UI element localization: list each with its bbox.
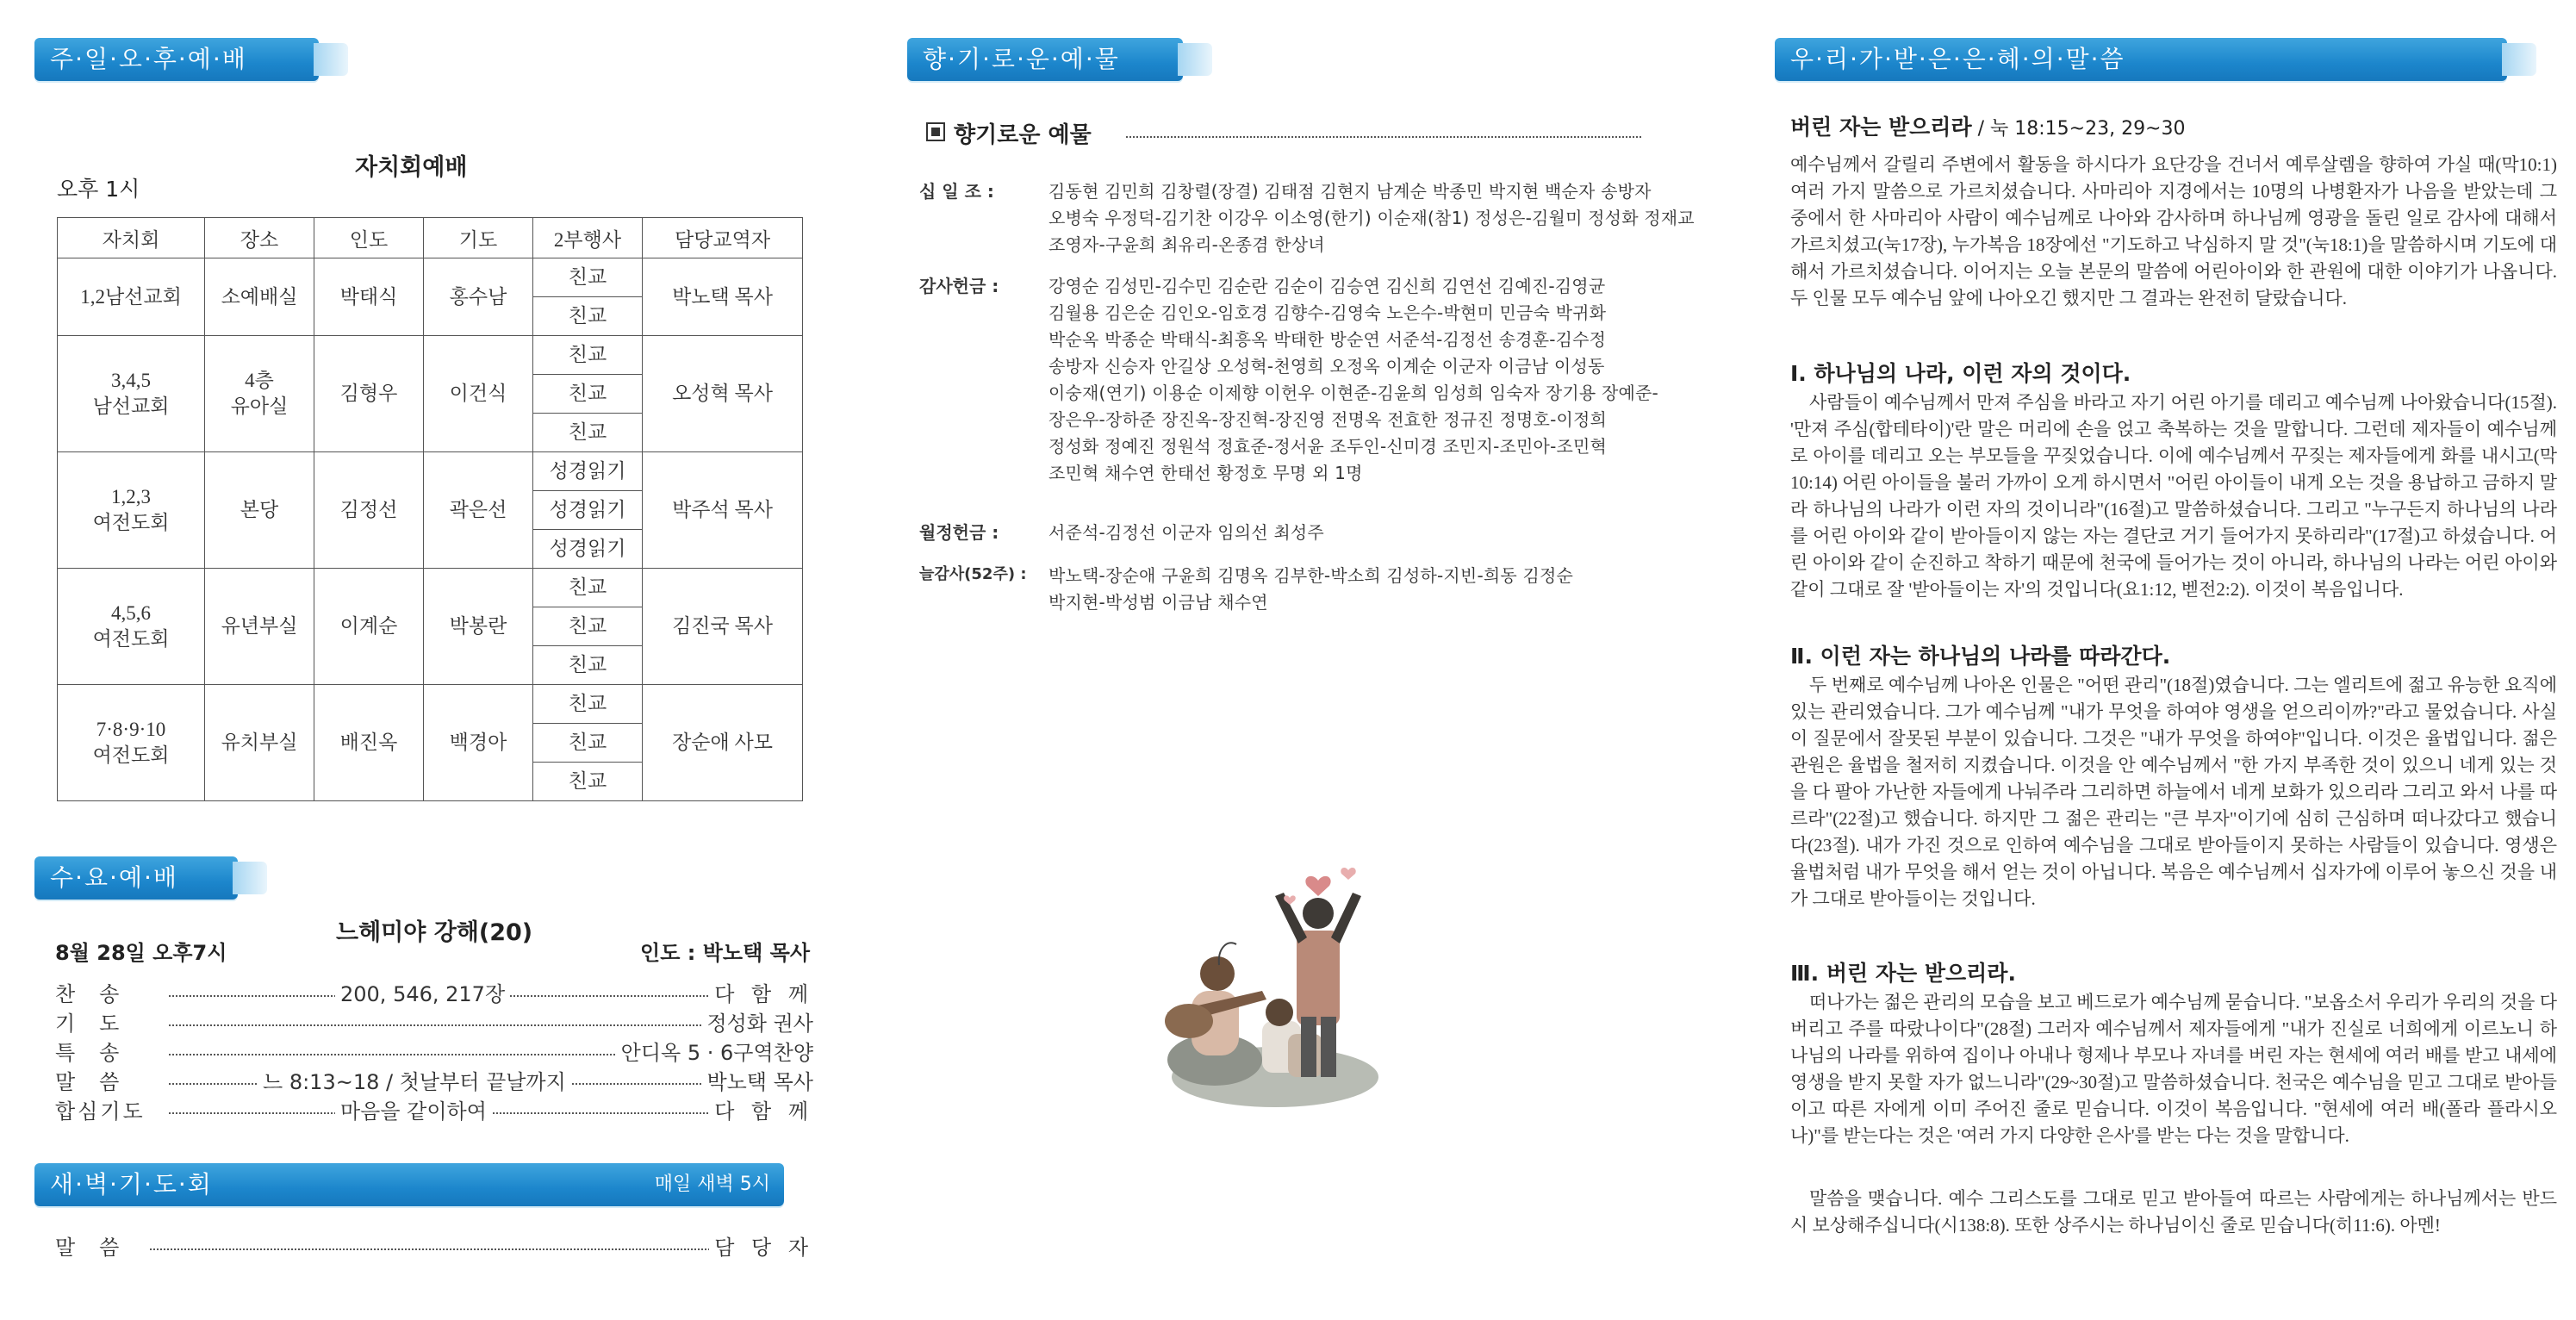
offering-names-line: 박노택-장순애 구윤희 김명옥 김부한-박소희 김성하-지빈-희동 김정순: [1048, 565, 1574, 586]
group-name-line: 4,5,6: [111, 602, 151, 624]
event-cell: 친교: [533, 607, 643, 646]
offering-names-line: 김월용 김은순 김인오-임호경 김향수-김영숙 노은수-박현미 민금숙 박귀화: [1048, 302, 1607, 323]
event-cell: 친교: [533, 763, 643, 801]
group-name-line: 1,2남선교회: [80, 285, 182, 308]
group-name-line: 1,2,3: [111, 486, 151, 507]
place-cell: [205, 569, 314, 685]
event-cell: 친교: [533, 297, 643, 336]
header-pastor: 담당교역자: [643, 218, 803, 258]
sermon-intro: 예수님께서 갈릴리 주변에서 활동을 하시다가 요단강을 건너서 예루살렘을 향하여 가실 때(막10:1) 여러 가지 말씀으로 가르치셨습니다. 사마리아 지경에서는 10명의 나병환자가 나음을 받았는데 그 중에서 한 사마리아 사람이 예수님께로 나아와 감사하며 하나님께 영광을 돌린 일로 감사에 대해서 가르치셨고(눅17장), 누가복음 18장에선 "기도하고 낙심하지 말 것"(눅18:1)을 말씀하시며 기도에 대해서 가르치셨습니다. 이어지는 오늘 본문의 말씀에 어린아이와 한 관원에 대한 이야기가 나옵니다. 두 인물 모두 예수님 앞에 나아오긴 했지만 그 결과는 완전히 달랐습니다.: [1790, 154, 2557, 308]
schedule-table: [57, 217, 803, 801]
offerings-heading: 향기로운 예물: [954, 122, 1092, 148]
event-cell: 친교: [533, 336, 643, 375]
prayer-cell: 백경아: [424, 685, 533, 801]
place-cell: [205, 452, 314, 569]
event-cell: 친교: [533, 258, 643, 297]
header-leader: 인도: [314, 218, 424, 258]
order-label: 합심기도: [55, 1099, 146, 1124]
offering-category: 월정헌금 :: [919, 522, 999, 543]
table-row: [58, 258, 803, 297]
section-band-sermon: [1775, 38, 2507, 81]
column-offerings: [900, 0, 1695, 1320]
group-name-cell: [58, 258, 205, 336]
offering-names-line: 송방자 신승자 안길상 오성혁-천영희 오정옥 이계순 이군자 이금남 이성동: [1048, 356, 1605, 377]
order-person: 다 함 께: [709, 1094, 813, 1124]
header-group: 자치회: [58, 218, 205, 258]
band-tail: [2502, 43, 2536, 76]
place-line: 소예배실: [221, 285, 298, 308]
sermon-title-main: 버린 자는 받으리라: [1790, 115, 1972, 140]
order-label: 말씀: [55, 1070, 144, 1094]
place-line: 본당: [240, 499, 279, 520]
table-row: [58, 452, 803, 491]
section-band-sunday: [34, 38, 319, 81]
dawn-row: [55, 1230, 813, 1265]
prayer-cell: 곽은선: [424, 452, 533, 569]
offering-names-line: 박지현-박성범 이금남 채수연: [1048, 592, 1268, 613]
sermon-reference: / 눅 18:15~23, 29~30: [1971, 118, 2186, 140]
sermon-paragraph-3: 떠나가는 젊은 관리의 모습을 보고 베드로가 예수님께 묻습니다. "보옵소서 우리가 우리의 것을 다 버리고 주를 따랐나이다"(28절) 그러자 예수님께서 제자들에게 "내가 진실로 너희에게 이르노니 하나님의 나라를 위하여 집이나 아내나 형제나 부모나 자녀를 버린 자는 현세에 여러 배를 받고 내세에 영생을 받지 못할 자가 없느니라"(29~30절)고 말씀하셨습니다. 천국은 예수님을 믿고 그대로 받아들이고 따른 자에게 이미 주어진 줄로 믿습니다. 이것이 복음입니다. "현세에 여러 배(폴라 플라시오나)"를 받는다는 것은 '여러 가지 다양한 은사'를 받는 다는 것을 말합니다.: [1790, 992, 2557, 1146]
section-title-dawn: 새·벽·기·도·회: [50, 1170, 213, 1199]
place-line: 유치부실: [221, 732, 298, 753]
leader-cell: 박태식: [314, 258, 424, 336]
band-tail: [314, 43, 348, 76]
event-cell: 친교: [533, 414, 643, 452]
place-line: 유년부실: [221, 615, 298, 637]
offering-category: 십 일 조 :: [919, 181, 994, 202]
section-band-wednesday: [34, 856, 238, 900]
header-place: 장소: [205, 218, 314, 258]
leader-cell: 김형우: [314, 336, 424, 452]
prayer-cell: 이건식: [424, 336, 533, 452]
pastor-cell: 박노택 목사: [643, 258, 803, 336]
offering-names-line: 이숭재(연기) 이용순 이제향 이헌우 이현준-김윤희 임성희 임숙자 장기용 장예준-: [1048, 383, 1658, 403]
dotted-leader: [150, 1248, 710, 1250]
sermon-paragraph-2: 두 번째로 예수님께 나아온 인물은 "어떤 관리"(18절)였습니다. 그는 엘리트에 젊고 유능한 요직에 있는 관리였습니다. 그가 예수님께 "내가 무엇을 하여야 영생을 얻으리이까?"라고 물었습니다. 사실 이 질문에서 잘못된 부분이 있습니다. 그것은 "내가 무엇을 하여야"입니다. 이것은 율법입니다. 젊은 관원은 율법을 철저히 지켰습니다. 이것을 안 예수님께서 "한 가지 부족한 것이 있으니 네게 있는 것을 다 팔아 가난한 자들에게 나눠주라 그리하면 하늘에서 네게 보화가 있으리라 그리고 와서 나를 따르라"(22절)고 했습니다. 하지만 그 젊은 관리는 "큰 부자"이기에 심히 근심하며 떠나갔다고 했습니다(23절). 내가 가진 것으로 인하여 예수님을 그대로 받아들이지 못하는 사람들이 있습니다. 영생은 율법처럼 내가 무엇을 해서 얻는 것이 아닙니다. 복음은 예수님께서 십자가에 이루어 놓으신 것을 내가 그대로 받아들이는 것입니다.: [1790, 675, 2557, 909]
group-name-cell: [58, 569, 205, 685]
group-name-line: 여전도회: [92, 512, 170, 533]
offering-names-line: 조영자-구윤희 최유리-온종겸 한상녀: [1048, 234, 1325, 255]
wednesday-order-row: [55, 1094, 813, 1129]
section-band-dawn: [34, 1163, 784, 1206]
pastor-cell: 장순애 사모: [643, 685, 803, 801]
place-line: 유아실: [230, 395, 289, 417]
table-title: 자치회예배: [355, 154, 468, 181]
offering-names-line: 서준석-김정선 이군자 임의선 최성주: [1048, 522, 1324, 543]
order-label: 기도: [55, 1012, 144, 1036]
dawn-row-label: 말씀: [55, 1236, 144, 1260]
order-label: 찬송: [55, 982, 144, 1006]
table-row: [58, 685, 803, 724]
event-cell: 성경읽기: [533, 452, 643, 491]
order-detail: 200, 546, 217장: [335, 977, 510, 1007]
header-event: 2부행사: [533, 218, 643, 258]
place-cell: [205, 258, 314, 336]
event-cell: 친교: [533, 375, 643, 414]
dawn-row-value: 담 당 자: [709, 1230, 813, 1261]
prayer-cell: 홍수남: [424, 258, 533, 336]
event-cell: 친교: [533, 724, 643, 763]
group-name-line: 여전도회: [92, 744, 170, 766]
sermon-title: [1790, 110, 2186, 141]
event-cell: 친교: [533, 685, 643, 724]
group-name-cell: [58, 685, 205, 801]
wednesday-leader: 인도 : 박노택 목사: [640, 941, 810, 965]
order-detail: 느 8:13~18 / 첫날부터 끝날까지: [258, 1065, 571, 1095]
place-line: 4층: [245, 370, 274, 391]
group-name-line: 7·8·9·10: [96, 719, 166, 740]
order-person: 정성화 권사: [701, 1006, 813, 1037]
offering-category: 늘감사(52주) :: [919, 565, 1027, 583]
sermon-paragraph-1: 사람들이 예수님께서 만져 주심을 바라고 자기 어린 아기를 데리고 예수님께 나아왔습니다(15절). '만져 주심(합테타이)'란 말은 머리에 손을 얹고 축복하는 것을 말합니다. 그런데 제자들이 예수님께로 아이를 데리고 오는 부모들을 꾸짖었습니다. 이에 예수님께서 꾸짖는 제자들에게 화를 내시고(막10:14) 어린 아이들을 불러 가까이 오게 하시면서 "어린 아이들이 내게 오는 것을 용납하고 금하지 말라 하나님의 나라가 이런 자의 것이니라"(16절)고 말씀하셨습니다. 그리고 "누구든지 하나님의 나라를 어린 아이와 같이 받아들이지 않는 자는 결단코 거기 들어가지 못하리라"(17절)고 하셨습니다. 어린 아이와 같이 순진하고 착하기 때문에 천국에 들어가는 것이 아니라, 하나님의 나라는 어린 아이와 같이 그대로 잘 '받아들이는 자'의 것입니다(요1:12, 벧전2:2). 이것이 복음입니다.: [1790, 392, 2557, 600]
offering-names-line: 박순옥 박종순 박태식-최흥옥 박태한 방순연 서준석-김정선 송경훈-김수정: [1048, 329, 1607, 350]
offering-names-line: 정성화 정예진 정원석 정효준-정서윤 조두인-신미경 조민지-조민아-조민혁: [1048, 436, 1608, 457]
table-row: [58, 569, 803, 607]
offering-names-line: 장은우-장하준 장진옥-장진혁-장진영 전명옥 전효한 정규진 정명호-이정희: [1048, 409, 1608, 430]
group-name-line: 3,4,5: [111, 370, 151, 391]
place-cell: [205, 336, 314, 452]
section-title-sermon: 우·리·가·받·은·은·혜·의·말·씀: [1790, 45, 2125, 73]
order-person: 박노택 목사: [701, 1065, 813, 1095]
section-title-wednesday: 수·요·예·배: [50, 863, 178, 892]
group-name-line: 남선교회: [92, 395, 170, 417]
pastor-cell: 오성혁 목사: [643, 336, 803, 452]
offering-names-line: 김동현 김민희 김창렬(장결) 김태점 김현지 남계순 박종민 박지현 백순자 송방자: [1048, 181, 1652, 202]
event-cell: 성경읽기: [533, 530, 643, 569]
offering-names-line: 오병숙 우정덕-김기찬 이강우 이소영(한기) 이순재(참1) 정성은-김월미 정성화 정재교: [1048, 208, 1695, 228]
table-header-row: [58, 218, 803, 258]
group-name-cell: [58, 452, 205, 569]
column-sunday-afternoon: [34, 0, 813, 1320]
leader-cell: 김정선: [314, 452, 424, 569]
band-tail: [1178, 43, 1212, 76]
prayer-cell: 박봉란: [424, 569, 533, 685]
dawn-time-note: 매일 새벽 5시: [654, 1174, 770, 1195]
sermon-heading-3: Ⅲ. 버린 자는 받으리라.: [1790, 961, 2016, 986]
worship-illustration: [1090, 862, 1460, 1120]
column-sermon: [1775, 0, 2557, 1320]
wednesday-sermon-title: 느헤미야 강해(20): [336, 919, 533, 946]
order-label: 특송: [55, 1041, 144, 1065]
order-person: 안디옥 5 · 6구역찬양: [616, 1036, 813, 1066]
pastor-cell: 김진국 목사: [643, 569, 803, 685]
square-bullet-icon: [926, 122, 945, 141]
table-row: [58, 336, 803, 375]
group-name-cell: [58, 336, 205, 452]
wednesday-date: 8월 28일 오후7시: [55, 941, 227, 965]
event-cell: 친교: [533, 646, 643, 685]
pastor-cell: 박주석 목사: [643, 452, 803, 569]
offering-names-line: 조민혁 채수연 한태선 황정호 무명 외 1명: [1048, 463, 1363, 483]
band-tail: [233, 862, 267, 894]
leader-cell: 이계순: [314, 569, 424, 685]
header-prayer: 기도: [424, 218, 533, 258]
group-name-line: 여전도회: [92, 628, 170, 650]
section-title-sunday: 주·일·오·후·예·배: [50, 45, 247, 73]
sermon-heading-1: Ⅰ. 하나님의 나라, 이런 자의 것이다.: [1790, 361, 2131, 386]
order-person: 다 함 께: [709, 977, 813, 1007]
leader-cell: 배진옥: [314, 685, 424, 801]
sermon-heading-2: Ⅱ. 이런 자는 하나님의 나라를 따라간다.: [1790, 644, 2171, 669]
offering-names-line: 강영순 김성민-김수민 김순란 김순이 김승연 김신희 김연선 김예진-김영균: [1048, 276, 1606, 296]
section-band-offerings: [907, 38, 1183, 81]
sermon-closing: 말씀을 맺습니다. 예수 그리스도를 그대로 믿고 받아들여 따르는 사람에게는 하나님께서는 반드시 보상해주십니다(시138:8). 또한 상주시는 하나님이신 줄로 믿습니다(히11:6). 아멘!: [1790, 1188, 2557, 1236]
service-time: 오후 1시: [57, 177, 140, 202]
event-cell: 성경읽기: [533, 491, 643, 530]
dotted-leader: [169, 1024, 787, 1026]
order-detail: 마음을 같이하여: [335, 1094, 492, 1124]
event-cell: 친교: [533, 569, 643, 607]
heading-dotted-rule: [1126, 136, 1641, 138]
section-title-offerings: 향·기·로·운·예·물: [923, 45, 1120, 73]
place-cell: [205, 685, 314, 801]
offering-category: 감사헌금 :: [919, 276, 999, 296]
